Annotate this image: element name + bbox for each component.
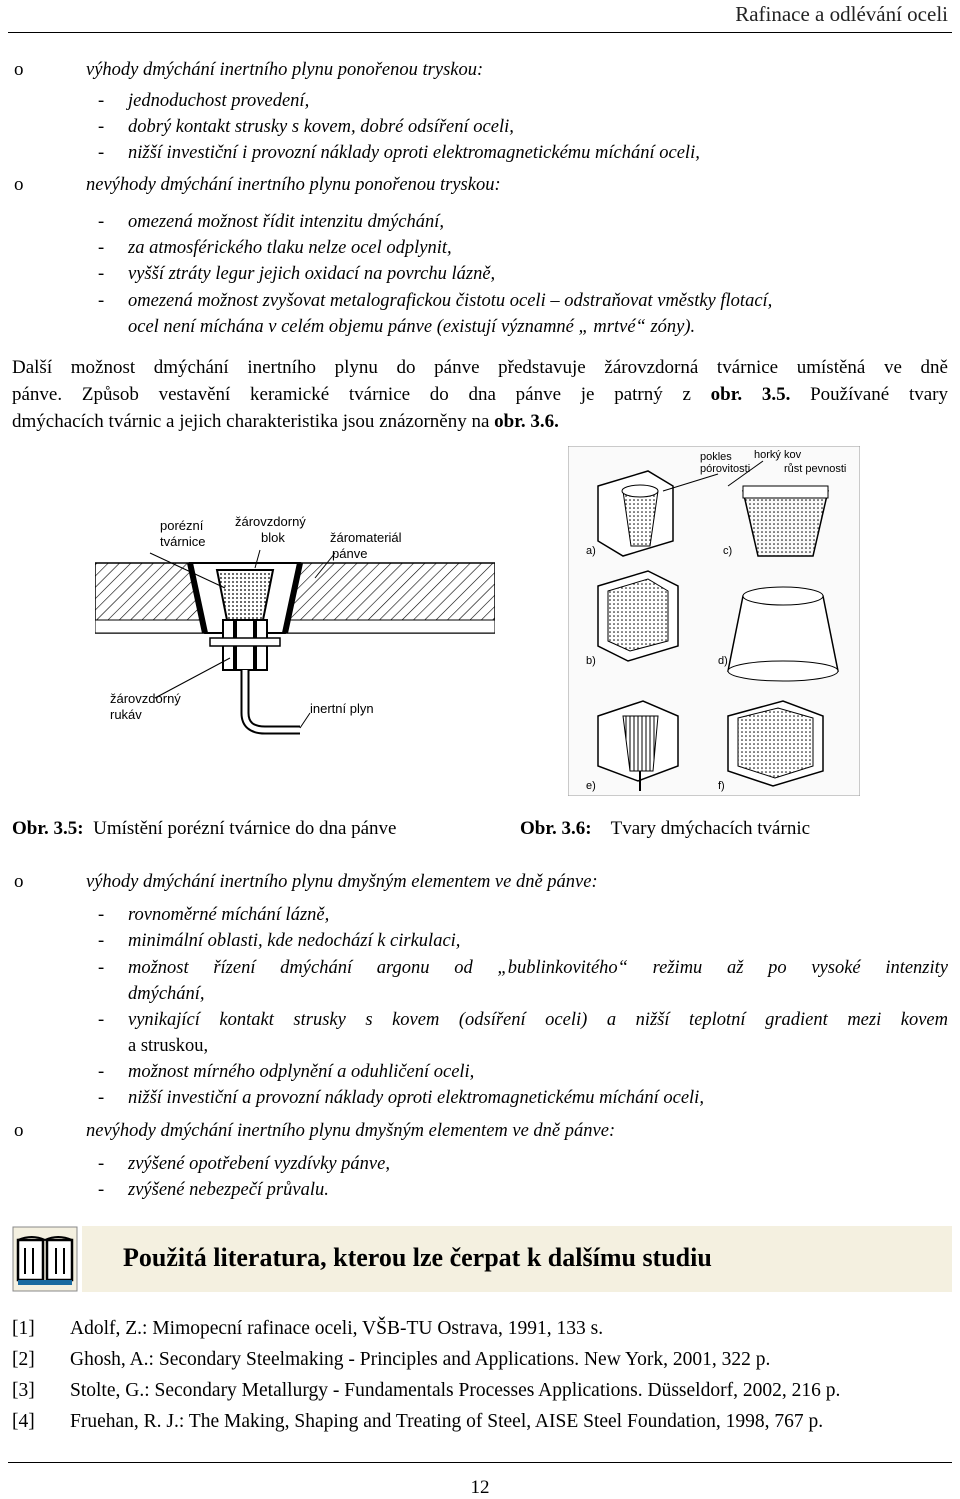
label-refractory-block: blok	[261, 530, 285, 545]
list-item: za atmosférického tlaku nelze ocel odplynit,	[128, 238, 452, 258]
paragraph-text: pánve. Způsob vestavění keramické tvárnice do dna pánve je patrný z	[12, 384, 711, 405]
paragraph-line	[12, 381, 948, 408]
paragraph-line	[12, 408, 948, 435]
list-item: zvýšené nebezpečí průvalu.	[128, 1180, 329, 1200]
dash: -	[98, 1180, 105, 1200]
label-ladle-material: žáromateriál	[330, 530, 402, 545]
dash: -	[98, 143, 105, 163]
dash: -	[98, 212, 105, 232]
dash: -	[98, 264, 105, 284]
label-porous-plug: tvárnice	[160, 534, 206, 549]
label-c: c)	[723, 545, 733, 557]
flange	[210, 638, 280, 646]
dash: -	[98, 905, 105, 925]
reference-number: [2]	[12, 1349, 35, 1370]
reference-text: Adolf, Z.: Mimopecní rafinace oceli, VŠB-TU Ostrava, 1991, 133 s.	[70, 1318, 604, 1339]
list-item: možnost řízení dmýchání argonu od „bublinkovitého“ režimu až po vysoké intenzity	[128, 958, 948, 978]
bullet-marker: o	[14, 174, 24, 195]
book-icon	[12, 1226, 78, 1292]
label-a: a)	[586, 545, 596, 557]
dash: -	[98, 1154, 105, 1174]
caption-text: Umístění porézní tvárnice do dna pánve	[93, 818, 397, 839]
list-item: zvýšené opotřebení vyzdívky pánve,	[128, 1154, 390, 1174]
dash: -	[98, 1088, 105, 1108]
reference-number: [1]	[12, 1318, 35, 1339]
gas-pipe	[245, 670, 300, 730]
label-ladle-material: pánve	[332, 546, 368, 561]
dash: -	[98, 291, 105, 311]
reference-item	[12, 1349, 770, 1371]
paragraph-line	[12, 354, 948, 381]
label-hot-metal: horký kov	[754, 449, 802, 461]
figure-porous-plug-placement	[95, 508, 495, 778]
list-item: vyšší ztráty legur jejich oxidací na povrchu lázně,	[128, 264, 496, 284]
list-item: nižší investiční i provozní náklady oproti elektromagnetickému míchání oceli,	[128, 143, 700, 163]
figure-caption-3-6	[520, 818, 810, 840]
header-title: Rafinace a odlévání oceli	[735, 2, 948, 26]
list-item: rovnoměrné míchání lázně,	[128, 905, 330, 925]
ladle-shell	[95, 620, 495, 633]
list-item: a struskou,	[128, 1036, 209, 1056]
dash: -	[98, 238, 105, 258]
label-refractory-block: žárovzdorný	[235, 514, 306, 529]
disadvantages-title: nevýhody dmýchání inertního plynu dmyšným elementem ve dně pánve:	[86, 1121, 616, 1141]
reference-item	[12, 1380, 840, 1402]
advantages-title: výhody dmýchání inertního plynu ponořenou tryskou:	[86, 60, 484, 80]
label-porosity: pokles	[700, 451, 732, 463]
caption-text: Tvary dmýchacích tvárnic	[610, 818, 811, 839]
list-item: omezená možnost řídit intenzitu dmýchání,	[128, 212, 445, 232]
reference-text: Fruehan, R. J.: The Making, Shaping and Treating of Steel, AISE Steel Foundation, 1998, 767 p.	[70, 1411, 824, 1432]
label-b: b)	[586, 655, 596, 667]
dash: -	[98, 1062, 105, 1082]
label-sleeve: žárovzdorný	[110, 691, 181, 706]
bullet-marker: o	[14, 1120, 24, 1141]
reference-number: [3]	[12, 1380, 35, 1401]
reference-item	[12, 1318, 603, 1340]
list-item: dobrý kontakt strusky s kovem, dobré odsíření oceli,	[128, 117, 514, 137]
literature-title: Použitá literatura, kterou lze čerpat k dalšímu studiu	[123, 1243, 712, 1272]
dash: -	[98, 958, 105, 978]
reference-number: [4]	[12, 1411, 35, 1432]
list-item: jednoduchost provedení,	[128, 91, 310, 111]
list-item: nižší investiční a provozní náklady oproti elektromagnetickému míchání oceli,	[128, 1088, 704, 1108]
label-e: e)	[586, 780, 596, 792]
caption-number: Obr. 3.5:	[12, 818, 84, 839]
caption-number: Obr. 3.6:	[520, 818, 592, 839]
list-item: možnost mírného odplynění a oduhličení oceli,	[128, 1062, 475, 1082]
figure-reference: obr. 3.5.	[710, 384, 791, 405]
figure-caption-3-5	[12, 818, 397, 840]
reference-text: Ghosh, A.: Secondary Steelmaking - Principles and Applications. New York, 2001, 322 p.	[70, 1349, 771, 1370]
label-inert-gas: inertní plyn	[310, 701, 374, 716]
page-number: 12	[470, 1477, 490, 1498]
advantages-title: výhody dmýchání inertního plynu dmyšným elementem ve dně pánve:	[86, 872, 598, 892]
label-porosity: pórovitosti	[700, 463, 751, 475]
disadvantages-title: nevýhody dmýchání inertního plynu ponořenou tryskou:	[86, 175, 501, 195]
dash: -	[98, 1010, 105, 1030]
body-paragraph	[12, 354, 948, 435]
label-f: f)	[718, 780, 725, 792]
list-item: vynikající kontakt strusky s kovem (odsíření oceli) a nižší teplotní gradient mezi kovem	[128, 1010, 948, 1030]
header-rule	[8, 32, 952, 33]
bullet-marker: o	[14, 871, 24, 892]
label-d: d)	[718, 655, 728, 667]
porous-plug	[217, 570, 273, 620]
list-item: minimální oblasti, kde nedochází k cirkulaci,	[128, 931, 461, 951]
label-strength: růst pevnosti	[784, 463, 847, 475]
figure-reference: obr. 3.6.	[494, 411, 559, 432]
paragraph-text: dmýchacích tvárnic a jejich charakteristika jsou znázorněny na	[12, 411, 495, 432]
bullet-marker: o	[14, 59, 24, 80]
reference-text: Stolte, G.: Secondary Metallurgy - Fundamentals Processes Applications. Düsseldorf, 2002, 216 p.	[70, 1380, 841, 1401]
reference-item	[12, 1411, 823, 1433]
dash: -	[98, 91, 105, 111]
list-item: dmýchání,	[128, 984, 205, 1004]
shape-d	[728, 596, 838, 671]
page-header	[0, 0, 960, 30]
dash: -	[98, 931, 105, 951]
shape-c	[743, 491, 828, 556]
label-sleeve: rukáv	[110, 707, 142, 722]
list-item: omezená možnost zvyšovat metalografickou čistotu oceli – odstraňovat vměstky flotací,	[128, 291, 773, 311]
figure-plug-shapes	[568, 446, 860, 796]
paragraph-text: Další možnost dmýchání inertního plynu do pánve představuje žárovzdorná tvárnice umístěná ve dně	[12, 357, 948, 378]
label-porous-plug: porézní	[160, 518, 204, 533]
footer-rule	[8, 1462, 952, 1463]
list-item: ocel není míchána v celém objemu pánve (existují významné „ mrtvé“ zóny).	[128, 317, 696, 337]
paragraph-text: Používané tvary	[790, 384, 948, 405]
dash: -	[98, 117, 105, 137]
